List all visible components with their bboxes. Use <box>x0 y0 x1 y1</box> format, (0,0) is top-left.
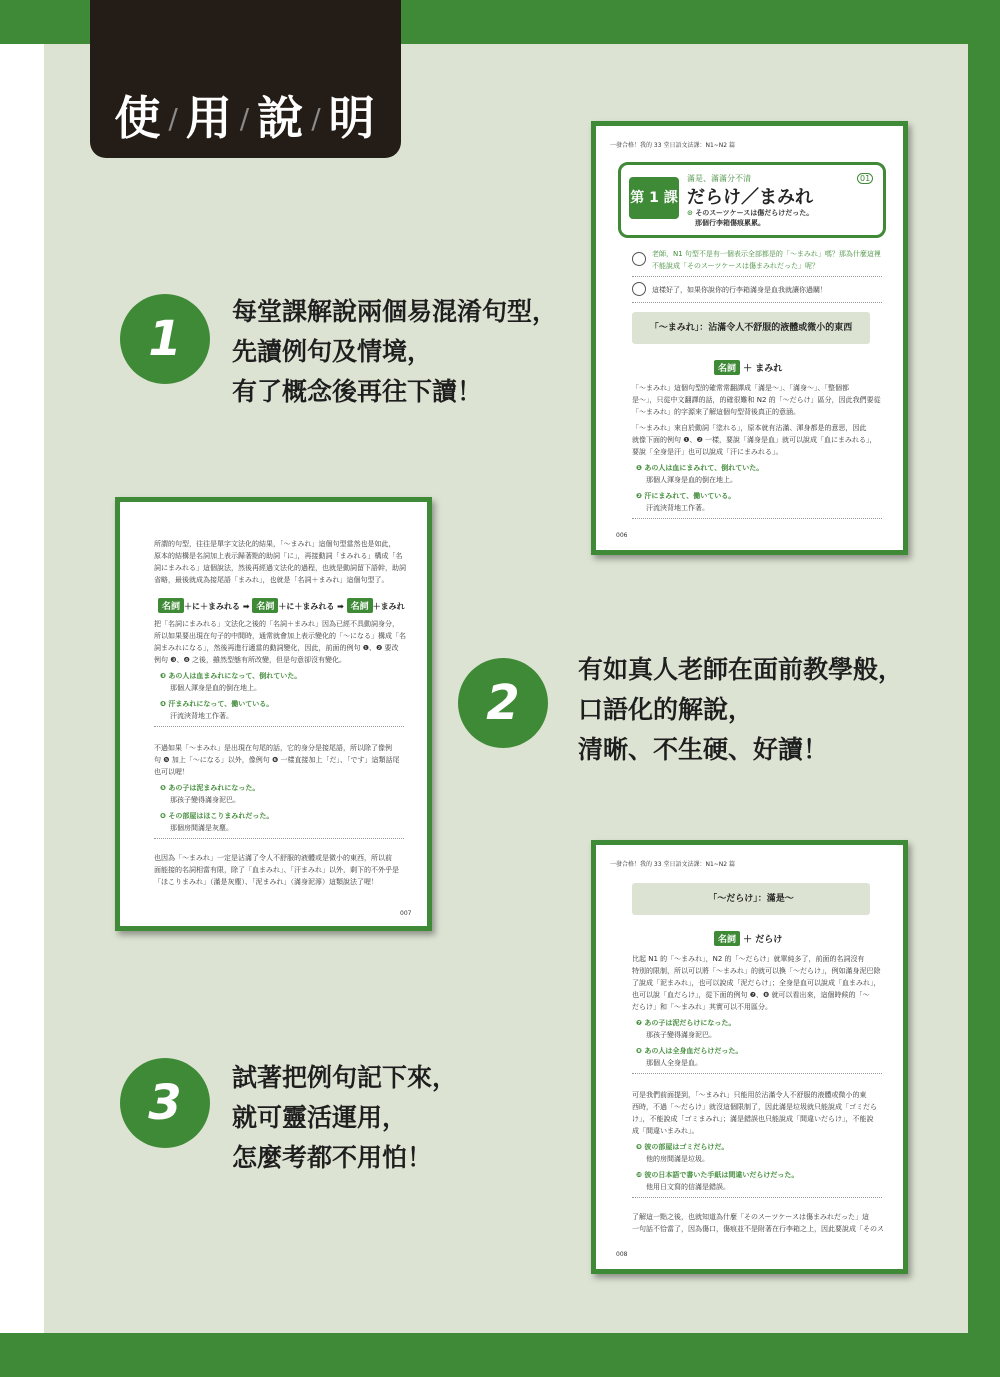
title-char: 說 <box>257 91 306 145</box>
page-number: 006 <box>616 532 628 539</box>
title-tab <box>90 0 401 158</box>
paragraph-line: 是～」，只從中文翻譯的話，的確很難和 N2 的「～だらけ」區分，因此我們要從 <box>632 396 881 404</box>
lesson-label: 第 1 課 <box>629 177 679 219</box>
paragraph-line: 「ほこりまみれ」（滿是灰塵）、「泥まみれ」（滿身泥濘）這類說法了喔！ <box>154 878 378 886</box>
paragraph-line: 也可以說「血だらけ」，從下面的例句 ❼、❽ 就可以看出來，這個時候的「～ <box>632 991 870 999</box>
divider <box>632 276 882 277</box>
lesson-example-zh: 那個行李箱傷痕累累。 <box>695 219 765 227</box>
arrow-icon: ➡ <box>242 602 250 611</box>
paragraph-line: 成「間違いまみれ」。 <box>632 1127 699 1135</box>
paragraph-line: 要說「全身是汗」也可以說成「汗にまみれる」。 <box>632 448 783 456</box>
step-line: 有如真人老師在面前教學般， <box>578 655 904 684</box>
formula <box>714 931 782 946</box>
lesson-title: だらけ／まみれ <box>687 187 813 208</box>
paragraph-line: 也可以喔！ <box>154 768 189 776</box>
formula-tag: 名詞 <box>714 931 740 946</box>
paragraph-line: 了解這一點之後，也就知道為什麼「そのスーツケースは傷まみれだった」這 <box>632 1213 869 1221</box>
example-zh: 汗流浹背地工作著。 <box>646 504 709 512</box>
paragraph-line: 就像下面的例句 ❶、❷ 一樣，要說「滿身是血」就可以說成「血にまみれる」， <box>632 436 877 444</box>
divider <box>154 838 404 839</box>
page-title <box>90 82 401 148</box>
student-icon <box>632 252 646 266</box>
frame-right <box>968 0 1000 1377</box>
paragraph-line: 西時，不過「～だらけ」就沒這個限制了，因此滿是垃圾就只能說成「ゴミだら <box>632 1103 877 1111</box>
example-zh: 那個人渾身是血的倒在地上。 <box>646 476 737 484</box>
example-zh: 他的房間滿是垃圾。 <box>646 1155 709 1163</box>
step-line: 有了概念後再往下讀！ <box>232 377 483 406</box>
lesson-example-jp: ⊙ そのスーツケースは傷だらけだった。 <box>687 209 814 217</box>
paragraph-line: 所以如果要出現在句子的中間時，通常就會加上表示變化的「～になる」構成「名 <box>154 632 406 640</box>
teacher-icon <box>632 282 646 296</box>
formula-rest: ＋ だらけ <box>743 935 783 945</box>
example-jp: ❻ その部屋はほこりまみれだった。 <box>160 812 274 820</box>
step-2-text <box>578 650 903 770</box>
divider <box>632 302 882 303</box>
step-line: 清晰、不生硬、好讀！ <box>578 735 829 764</box>
title-separator: / <box>168 102 180 135</box>
flow-formula <box>158 598 405 613</box>
arrow-icon: ➡ <box>337 602 344 611</box>
example-jp: ❶ あの人は血にまみれて、倒れていた。 <box>636 464 764 472</box>
paragraph-line: 省略，最後就成為接尾語「まみれ」，也就是「名詞＋まみれ」這個句型了。 <box>154 576 389 584</box>
divider <box>154 726 404 727</box>
paragraph-line: 例句 ❸、❹ 之後，雖然型態有所改變，但是句意卻沒有變化。 <box>154 656 347 664</box>
sample-page-006 <box>591 121 908 555</box>
example-zh: 他用日文寫的信滿是錯誤。 <box>646 1183 730 1191</box>
paragraph-line: 原本的結構是名詞加上表示歸著點的助詞「に」，再接動詞「まみれる」構成「名 <box>154 552 403 560</box>
divider <box>632 1073 882 1074</box>
formula-rest: ＋ まみれ <box>743 364 783 374</box>
divider <box>632 1197 882 1198</box>
title-separator: / <box>311 102 323 135</box>
step-line: 先讀例句及情境， <box>232 337 433 366</box>
flow-tag: 名詞 <box>158 598 184 613</box>
paragraph-line: 詞にまみれる」這個說法，然後再經過文法化的過程，也就是動詞留下語幹，助詞 <box>154 564 406 572</box>
example-zh: 那孩子變得滿身泥巴。 <box>170 796 240 804</box>
paragraph-line: 詞まみれになる」，然後再進行適當的動詞變化，因此，前面的例句 ❶、❷ 要改 <box>154 644 399 652</box>
frame-bottom <box>0 1333 1000 1377</box>
step-1-number: 1 <box>120 294 210 384</box>
example-jp: ❼ あの子は泥だらけになった。 <box>636 1019 736 1027</box>
step-line: 就可靈活運用， <box>232 1103 408 1132</box>
flow-step: ＋まみれ <box>372 602 405 611</box>
lesson-subtitle: 滿是、滿滿分不清 <box>687 174 751 183</box>
lesson-example-text: そのスーツケースは傷だらけだった。 <box>695 209 814 217</box>
example-jp: ❽ あの人は全身血だらけだった。 <box>636 1047 743 1055</box>
flow-tag: 名詞 <box>347 598 373 613</box>
paragraph-line: 「～まみれ」的字源來了解這個句型背後真正的意涵。 <box>632 408 800 416</box>
step-line: 口語化的解說， <box>578 695 754 724</box>
step-line: 怎麼考都不用怕！ <box>232 1143 433 1172</box>
paragraph-line: 「～まみれ」這個句型的確常常翻譯成「滿是～」、「滿身～」、「整個都 <box>632 384 849 392</box>
flow-step: ＋に＋まみれる <box>184 602 241 611</box>
formula-tag: 名詞 <box>714 360 740 375</box>
example-zh: 那孩子變得滿身泥巴。 <box>646 1031 716 1039</box>
paragraph-line: 也因為「～まみれ」一定是沾滿了令人不舒服的液體或是微小的東西，所以前 <box>154 854 392 862</box>
example-zh: 汗流浹背地工作著。 <box>170 712 233 720</box>
paragraph-line: 句 ❺ 加上「～になる」以外，像例句 ❻ 一樣直接加上「だ」、「です」這類話尾 <box>154 756 400 764</box>
paragraph-line: 把「名詞にまみれる」文法化之後的「名詞＋まみれ」因為已經不具動詞身分， <box>154 620 399 628</box>
dialog-student: 老師，N1 句型不是有一個表示全部都是的「～まみれ」嗎？那為什麼這裡 <box>652 250 881 258</box>
paragraph-line: 可是我們前面提到，「～まみれ」只能用於沾滿令人不舒服的液體或微小的東 <box>632 1091 867 1099</box>
example-jp: ❷ 汗にまみれて、働いている。 <box>636 492 736 500</box>
paragraph-line: 了說成「泥まみれ」，也可以說成「泥だらけ」；全身是血可以說成「血まみれ」， <box>632 979 881 987</box>
sample-page-007 <box>115 497 432 931</box>
paragraph-line: 不過如果「～まみれ」是出現在句尾的話，它的身分是接尾語，所以除了像例 <box>154 744 392 752</box>
example-jp: ❸ あの人は血まみれになって、倒れていた。 <box>160 672 302 680</box>
example-jp: ❺ あの子は泥まみれになった。 <box>160 784 260 792</box>
lesson-box <box>618 162 886 238</box>
divider <box>632 518 882 519</box>
title-char: 明 <box>328 91 377 145</box>
step-3-number: 3 <box>120 1058 210 1148</box>
step-3-text <box>232 1058 457 1178</box>
highlight-box: 「～まみれ」：沾滿令人不舒服的液體或微小的東西 <box>632 312 870 344</box>
flow-tag: 名詞 <box>252 598 278 613</box>
paragraph-line: だらけ」和「～まみれ」其實可以不用區分。 <box>632 1003 772 1011</box>
page-header: 一發合格！我的 33 堂日語文法課：N1~N2 篇 <box>610 861 735 868</box>
example-zh: 那個人渾身是血的倒在地上。 <box>170 684 261 692</box>
step-line: 試著把例句記下來， <box>232 1063 458 1092</box>
highlight-box: 「～だらけ」：滿是～ <box>632 883 870 915</box>
paragraph-line: け」，不能說成「ゴミまみれ」；滿是錯誤也只能說成「間違いだらけ」，不能說 <box>632 1115 874 1123</box>
page-number: 007 <box>400 910 412 917</box>
page-header: 一發合格！我的 33 堂日語文法課：N1~N2 篇 <box>610 142 735 149</box>
paragraph-line: 一句話不恰當了，因為傷口，傷痕並不是附著在行李箱之上，因此要說成「そのス <box>632 1225 884 1233</box>
lesson-badge: 01 <box>857 173 873 184</box>
sample-page-008 <box>591 840 908 1274</box>
example-zh: 那個房間滿是灰塵。 <box>170 824 233 832</box>
paragraph-line: 所謂的句型，往往是單字文法化的結果，「～まみれ」這個句型當然也是如此， <box>154 540 396 548</box>
paragraph-line: 比起 N1 的「～まみれ」，N2 的「～だらけ」就單純多了，前面的名詞沒有 <box>632 955 865 963</box>
step-2-number: 2 <box>458 658 548 748</box>
example-zh: 那個人全身是血。 <box>646 1059 702 1067</box>
paragraph-line: 特別的限制，所以可以將「～まみれ」的就可以換「～だらけ」，例如滿身泥巴除 <box>632 967 881 975</box>
example-jp: ❾ 彼の部屋はゴミだらけだ。 <box>636 1143 729 1151</box>
paragraph-line: 面能接的名詞相當有限，除了「血まみれ」、「汗まみれ」以外，剩下的不外乎是 <box>154 866 399 874</box>
dialog-teacher: 這樣好了，如果你說你的行李箱滿身是血我就讓你過關！ <box>652 286 827 294</box>
page-number: 008 <box>616 1251 628 1258</box>
title-separator: / <box>239 102 252 135</box>
formula <box>714 360 782 375</box>
example-jp: ❿ 彼の日本語で書いた手紙は間違いだらけだった。 <box>636 1171 799 1179</box>
flow-step: ＋に＋まみれる <box>278 602 335 611</box>
step-1-text <box>232 292 557 412</box>
step-line: 每堂課解說兩個易混淆句型， <box>232 297 558 326</box>
paragraph-line: 「～まみれ」來自於動詞「塗れる」，原本就有沾滿、渾身都是的意思，因此 <box>632 424 867 432</box>
dialog-student-2: 不能說成「そのスーツケースは傷まみれだった」呢？ <box>652 262 819 270</box>
title-char: 用 <box>185 91 234 145</box>
title-char: 使 <box>114 91 163 145</box>
example-jp: ❹ 汗まみれになって、働いている。 <box>160 700 274 708</box>
